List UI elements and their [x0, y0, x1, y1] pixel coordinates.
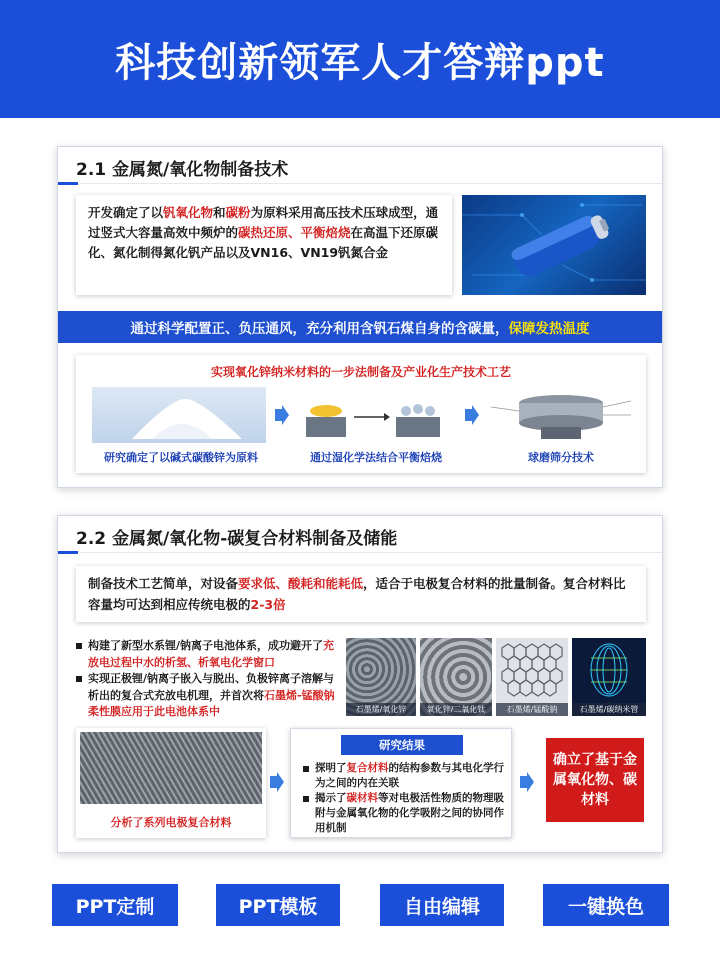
process-box [76, 355, 646, 473]
arrow-right-icon [520, 772, 534, 792]
step-caption: 研究确定了以碱式碳酸锌为原料 [104, 451, 258, 464]
page-title: 科技创新领军人才答辩ppt [115, 39, 605, 86]
list-item: 实现正极锂/钠离子嵌入与脱出、负极锌离子溶解与析出的复合式充放电机理，并首次将石墨烯-锰酸钠柔性膜应用于此电池体系中 [76, 671, 338, 721]
synthesis-diagram [296, 387, 456, 443]
micrograph-image: 氧化锌/二氧化钛 [420, 638, 492, 716]
powder-image [92, 387, 266, 443]
list-item: 揭示了碳材料等对电极活性物质的物理吸附与金属氧化物的化学吸附之间的协同作用机制 [303, 791, 507, 836]
intro-text: 制备技术工艺简单，对设备要求低、酸耗和能耗低，适合于电极复合材料的批量制备。复合材料比容量均可达到相应传统电极的2-3倍 [88, 576, 626, 612]
nanotube-image: 石墨烯/碳纳米管 [572, 638, 646, 716]
process-title: 实现氧化锌纳米材料的一步法制备及产业化生产技术工艺 [210, 365, 511, 379]
highlight-band: 通过科学配置正、负压通风，充分利用含钒石煤自身的含碳量， 保障发热温度 [58, 311, 662, 343]
slide-preview-1[interactable] [57, 146, 663, 488]
intro-box [76, 195, 452, 295]
step-caption: 球磨筛分技术 [528, 451, 594, 464]
list-item: 探明了复合材料的结构参数与其电化学行为之间的内在关联 [303, 761, 507, 791]
arrow-right-icon [465, 405, 479, 425]
micrograph-image: 石墨烯/氧化锌 [346, 638, 416, 716]
bullet-list [76, 638, 338, 721]
section-title: 2.2 金属氮/氧化物-碳复合材料制备及储能 [76, 529, 398, 549]
list-item: 构建了新型水系锂/钠离子电池体系，成功避开了充放电过程中水的析氢、析氧电化学窗口 [76, 638, 338, 671]
results-title: 研究结果 [341, 735, 463, 755]
section-title: 2.1 金属氮/氧化物制备技术 [76, 160, 289, 180]
graphene-lattice-image: 石墨烯/锰酸钠 [496, 638, 568, 716]
step-caption: 通过湿化学法结合平衡焙烧 [310, 451, 442, 464]
arrow-right-icon [275, 405, 289, 425]
intro-box [76, 566, 646, 622]
battery-image [462, 195, 646, 295]
ppt-custom-button[interactable]: PPT定制 [52, 884, 178, 926]
free-edit-button[interactable]: 自由编辑 [380, 884, 504, 926]
title-divider [58, 183, 662, 184]
analysis-caption: 分析了系列电极复合材料 [110, 816, 232, 829]
intro-text: 开发确定了以钒氧化物和碳粉为原料采用高压技术压球成型，通过竖式大容量高效中频炉的碳热还原、平衡焙烧在高温下还原碳化、氮化制得氮化钒产品以及VN16、VN19钒氮合金 [88, 205, 439, 260]
header-banner [0, 0, 720, 118]
results-list [303, 761, 507, 836]
conclusion-box: 确立了基于金属氧化物、碳材料 [546, 738, 644, 822]
circuit-battery-graphic [462, 195, 646, 295]
arrow-right-icon [270, 772, 284, 792]
slide-preview-2[interactable] [57, 515, 663, 853]
analysis-box [76, 728, 266, 838]
one-click-recolor-button[interactable]: 一键换色 [543, 884, 669, 926]
results-box [290, 728, 512, 838]
ppt-template-button[interactable]: PPT模板 [216, 884, 340, 926]
ball-mill-image [486, 387, 636, 443]
title-divider [58, 552, 662, 553]
nanostructure-image [80, 732, 262, 804]
